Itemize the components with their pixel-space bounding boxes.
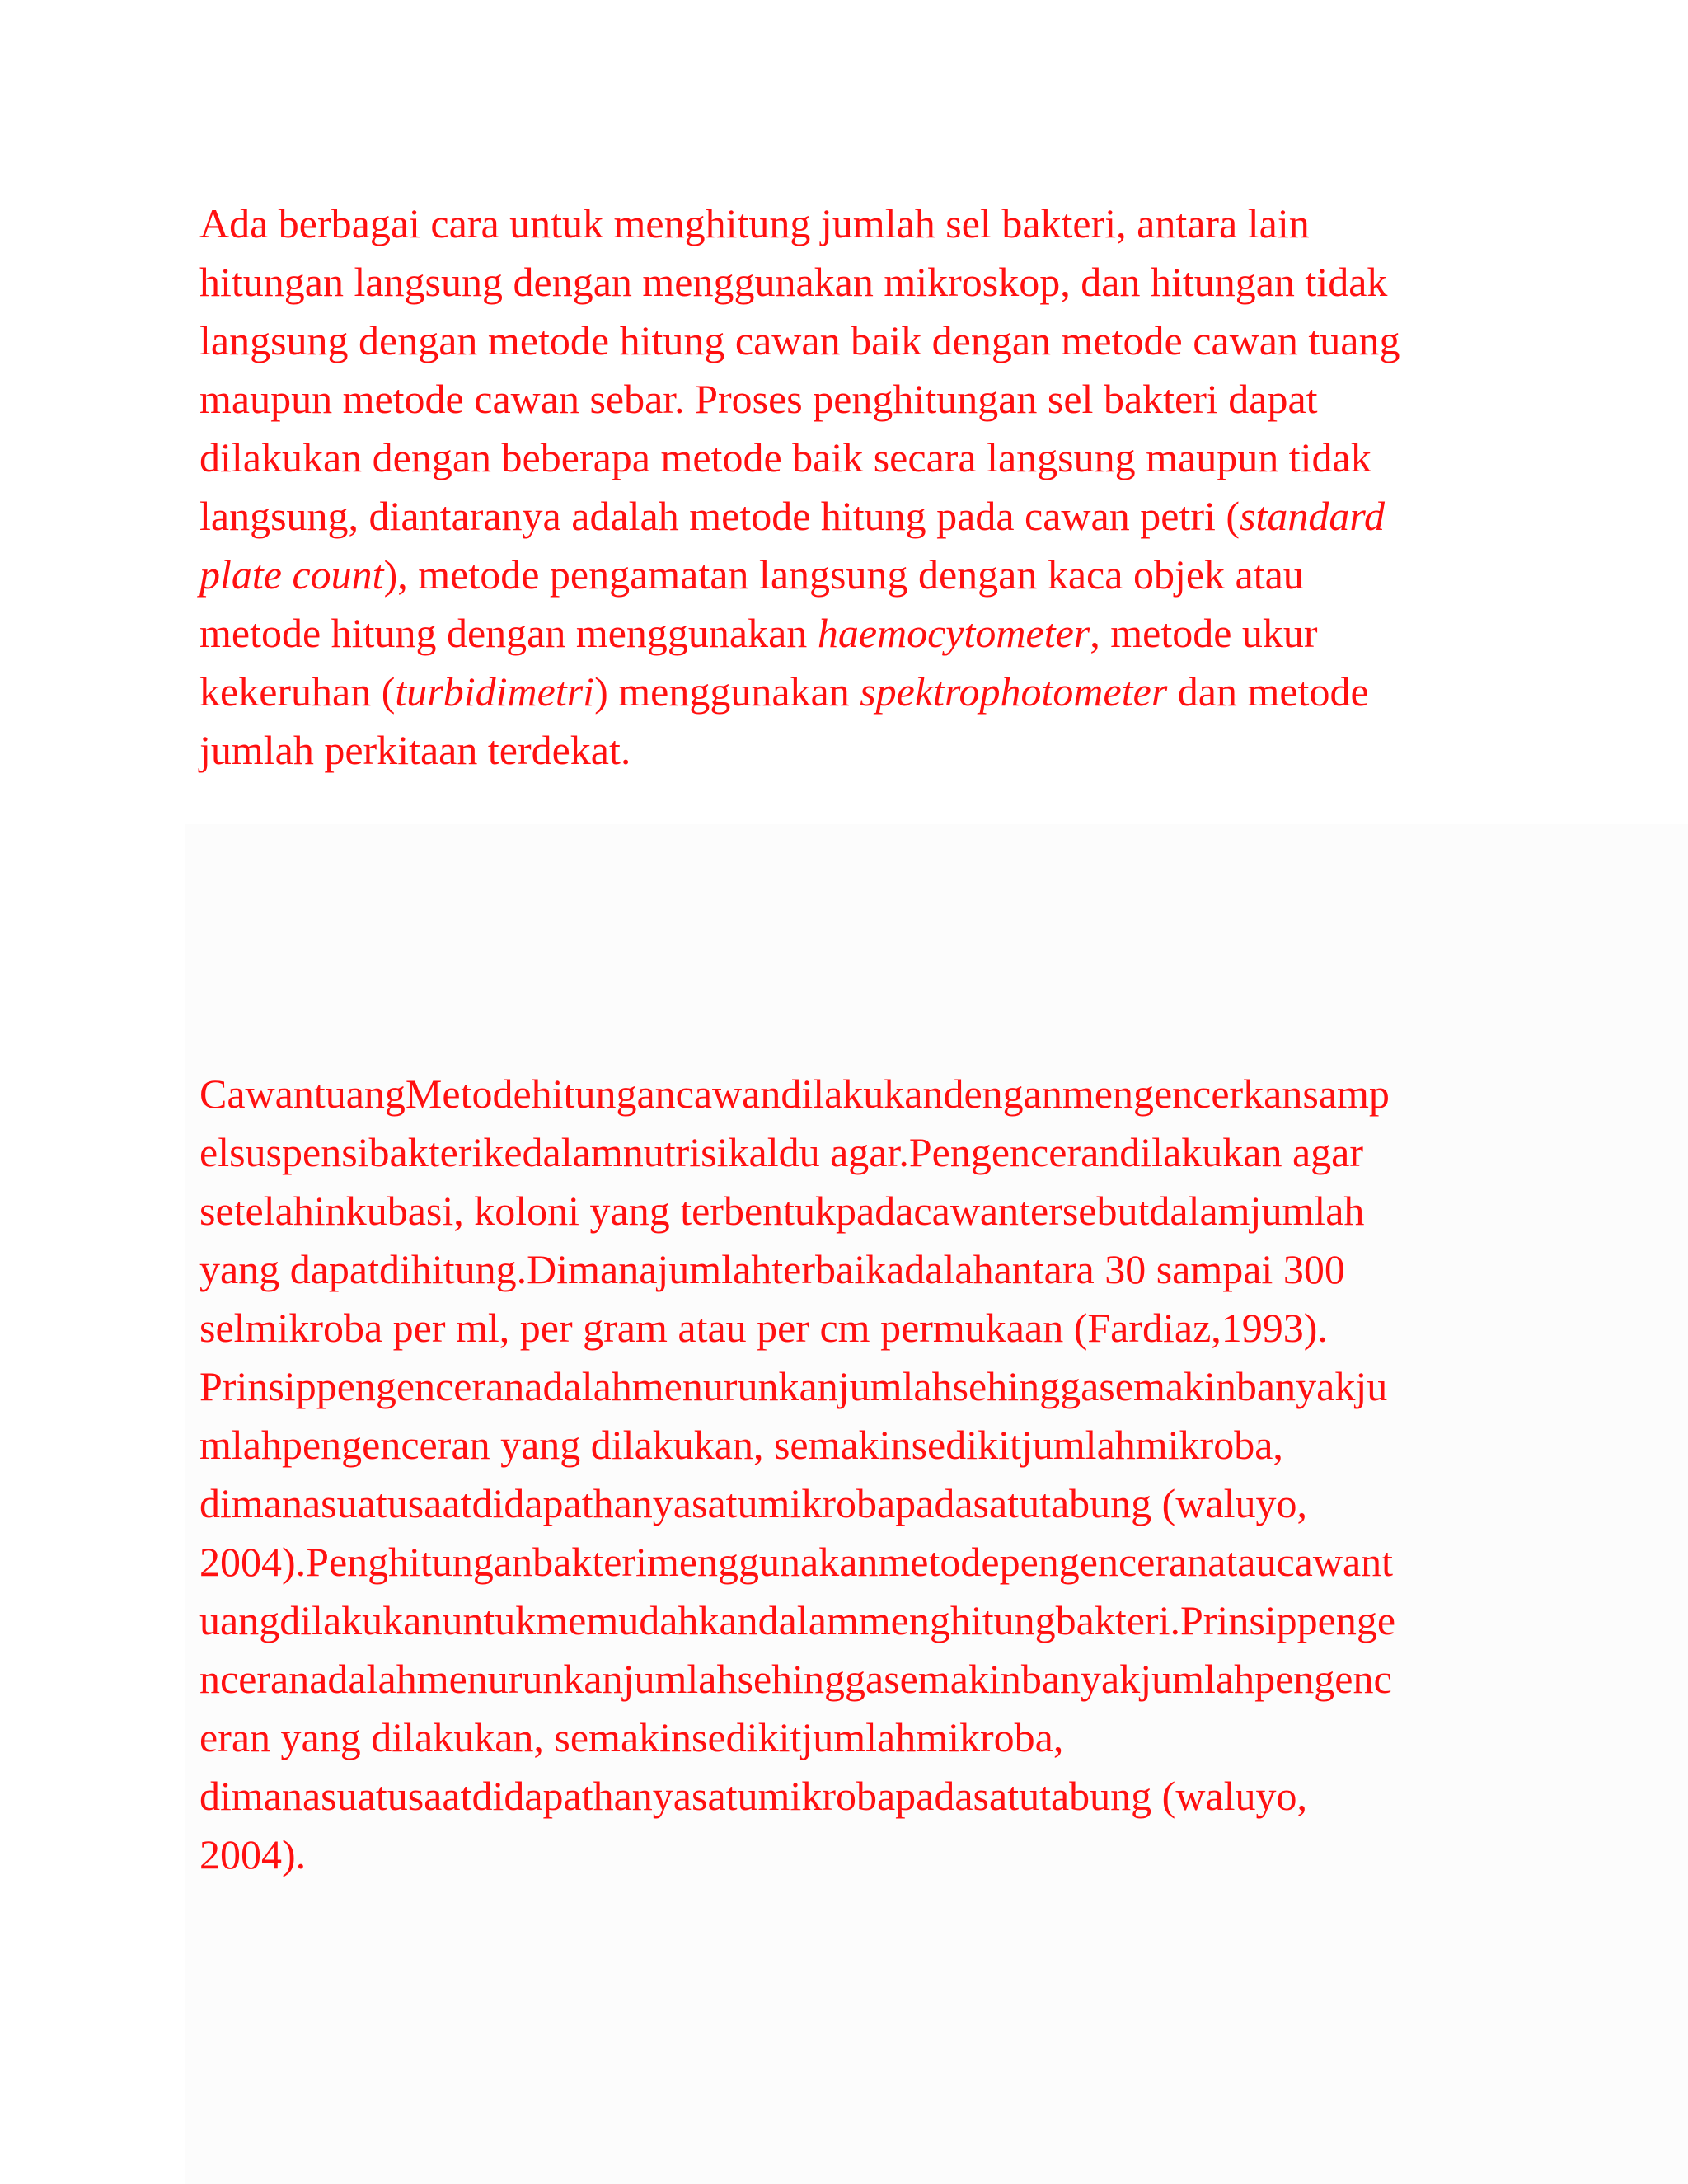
text-line: 2004).	[199, 1831, 307, 1877]
text-line: dimanasuatusaatdidapathanyasatumikrobapadasatutabung (waluyo,	[199, 1480, 1308, 1526]
text-line	[199, 663, 1502, 721]
text-segment: , metode ukur	[1090, 610, 1318, 656]
text-segment: kekeruhan (	[199, 668, 396, 715]
text-line: setelahinkubasi, koloni yang terbentukpadacawantersebutdalamjumlah	[199, 1188, 1365, 1234]
text-line: hitungan langsung dengan menggunakan mikroskop, dan hitungan tidak	[199, 259, 1388, 305]
text-line: langsung dengan metode hitung cawan baik dengan metode cawan tuang	[199, 317, 1400, 363]
text-line: uangdilakukanuntukmemudahkandalammenghitungbakteri.Prinsippenge	[199, 1597, 1396, 1643]
paragraph-counting-methods	[199, 194, 1502, 780]
italic-term-plate-count: plate count	[199, 551, 384, 598]
paragraph-pour-plate	[199, 1065, 1502, 1884]
italic-term-standard: standard	[1240, 493, 1385, 539]
text-line: Ada berbagai cara untuk menghitung jumlah sel bakteri, antara lain	[199, 200, 1310, 246]
text-line: mlahpengenceran yang dilakukan, semakinsedikitjumlahmikroba,	[199, 1422, 1283, 1468]
text-line: CawantuangMetodehitungancawandilakukandenganmengencerkansamp	[199, 1071, 1390, 1117]
text-line	[199, 604, 1502, 663]
text-line: nceranadalahmenurunkanjumlahsehinggasemakinbanyakjumlahpengenc	[199, 1656, 1392, 1702]
text-segment: ) menggunakan	[594, 668, 860, 715]
italic-term-turbidimetri: turbidimetri	[395, 668, 595, 715]
text-line: jumlah perkitaan terdekat.	[199, 727, 631, 773]
text-line: selmikroba per ml, per gram atau per cm permukaan (Fardiaz,1993).	[199, 1305, 1328, 1351]
italic-term-spektrophotometer: spektrophotometer	[860, 668, 1168, 715]
text-line: maupun metode cawan sebar. Proses penghitungan sel bakteri dapat	[199, 376, 1318, 422]
text-segment: metode hitung dengan menggunakan	[199, 610, 818, 656]
text-line: 2004).Penghitunganbakterimenggunakanmetodepengenceranataucawant	[199, 1539, 1394, 1585]
text-segment: dan metode	[1167, 668, 1369, 715]
text-line: yang dapatdihitung.Dimanajumlahterbaikadalahantara 30 sampai 300	[199, 1246, 1345, 1292]
text-line: eran yang dilakukan, semakinsedikitjumlahmikroba,	[199, 1714, 1064, 1760]
text-line: dilakukan dengan beberapa metode baik secara langsung maupun tidak	[199, 434, 1372, 480]
text-line: Prinsippengenceranadalahmenurunkanjumlahsehinggasemakinbanyakju	[199, 1363, 1388, 1409]
text-line	[199, 487, 1502, 546]
italic-term-haemocytometer: haemocytometer	[817, 610, 1090, 656]
text-segment: ), metode pengamatan langsung dengan kaca objek atau	[383, 551, 1304, 598]
text-line: dimanasuatusaatdidapathanyasatumikrobapadasatutabung (waluyo,	[199, 1773, 1308, 1819]
text-segment: langsung, diantaranya adalah metode hitung pada cawan petri (	[199, 493, 1240, 539]
text-line: elsuspensibakterikedalamnutrisikaldu agar.Pengencerandilakukan agar	[199, 1129, 1363, 1175]
text-line	[199, 546, 1502, 604]
